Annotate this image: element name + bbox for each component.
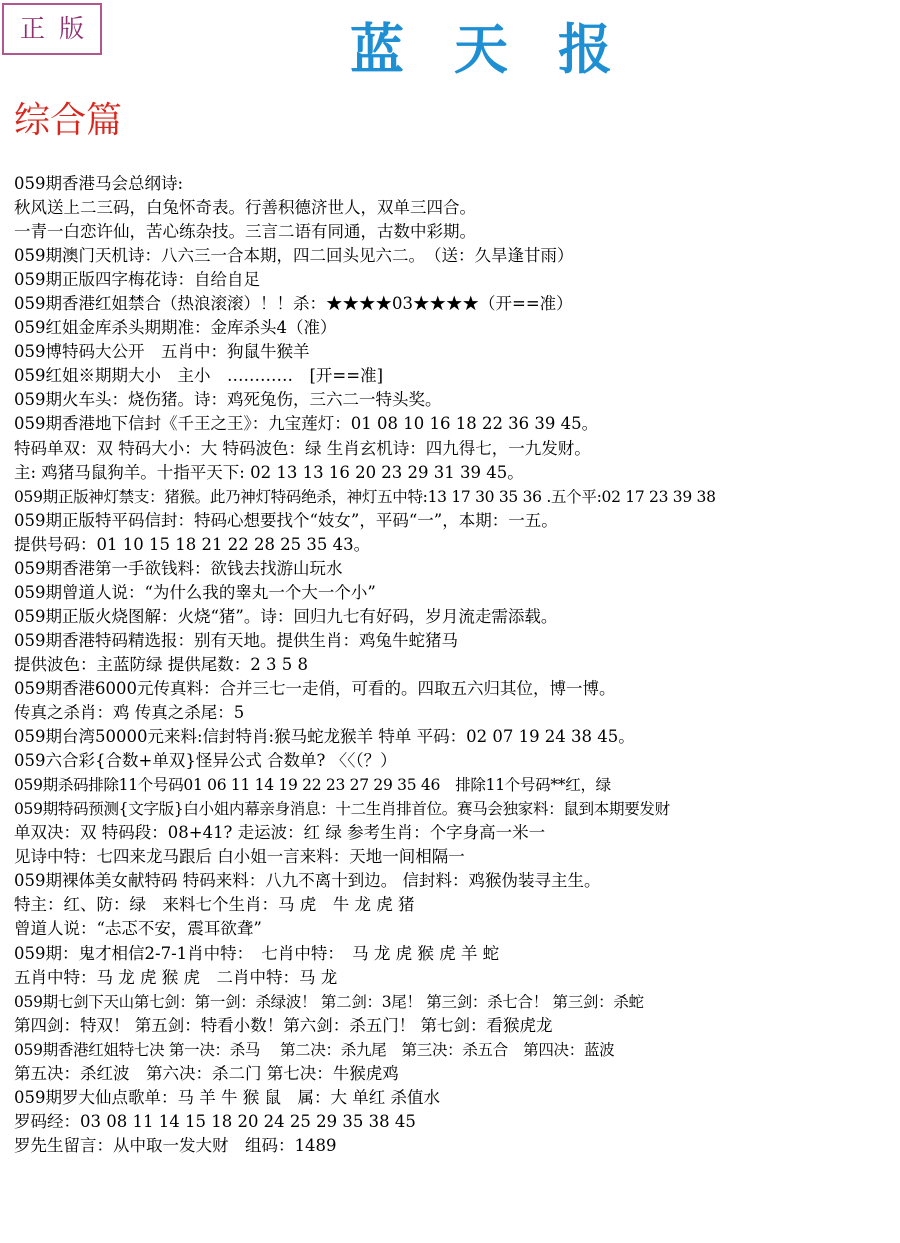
text-line: 曾道人说：“忐忑不安，震耳欲聋” [14, 919, 262, 939]
text-line: 传真之杀肖：鸡 传真之杀尾：5 [14, 703, 245, 723]
text-line: 059期正版神灯禁支：猪猴。此乃神灯特码绝杀，神灯五中特:13 17 30 35 36 .五个平:02 17 23 39 38 [14, 487, 716, 506]
text-line: 059红姐※期期大小 主小 ………… [开==准] [14, 366, 384, 386]
text-line: 059期裸体美女献特码 特码来料：八九不离十到边。 信封料：鸡猴伪装寻主生。 [14, 871, 601, 891]
text-line: 第四剑：特双！ 第五剑：特看小数！第六剑：杀五门！ 第七剑：看猴虎龙 [14, 1015, 553, 1035]
text-line: 059期特码预测{文字版}白小姐内幕亲身消息：十二生肖排首位。赛马会独家料：鼠到本期要发财 [14, 800, 670, 819]
text-line: 059期罗大仙点歌单：马 羊 牛 猴 鼠 属：大 单红 杀值水 [14, 1087, 440, 1107]
text-line: 第五决：杀红波 第六决：杀二门 第七决：牛猴虎鸡 [14, 1063, 399, 1083]
text-line: 见诗中特：七四来龙马跟后 白小姐一言来料：天地一间相隔一 [14, 847, 465, 867]
text-line: 059期香港地下信封《千王之王》：九宝莲灯：01 08 10 16 18 22 36 39 45。 [14, 414, 599, 434]
text-line: 059期香港第一手欲钱料：欲钱去找游山玩水 [14, 558, 343, 578]
text-line: 059期：鬼才相信2-7-1肖中特： 七肖中特： 马 龙 虎 猴 虎 羊 蛇 [14, 943, 500, 963]
text-line: 059期正版四字梅花诗：自给自足 [14, 270, 260, 290]
text-line: 059六合彩{合数+单双}怪异公式 合数单? 〈〈（？） [14, 751, 397, 771]
text-line: 单双决：双 特码段：08+41? 走运波：红 绿 参考生肖：个字身高一米一 [14, 823, 546, 843]
text-line: 罗先生留言：从中取一发大财 组码：1489 [14, 1135, 337, 1155]
text-line: 059期台湾50000元来料:信封特肖:猴马蛇龙猴羊 特单 平码：02 07 19 24 38 45。 [14, 727, 635, 747]
text-line: 059期杀码排除11个号码01 06 11 14 19 22 23 27 29 35 46 排除11个号码**红，绿 [14, 776, 611, 795]
text-line: 特码单双：双 特码大小：大 特码波色：绿 生肖玄机诗：四九得七，一九发财。 [14, 438, 591, 458]
text-line: 特主：红、防：绿 来料七个生肖：马 虎 牛 龙 虎 猪 [14, 895, 415, 915]
text-line: 提供号码：01 10 15 18 21 22 28 25 35 43。 [14, 534, 371, 554]
text-line: 059期正版特平码信封：特码心想要找个“妓女”，平码“一”，本期：一五。 [14, 510, 558, 530]
text-line: 059期香港红姐禁合（热浪滚滚）！！杀：★★★★03★★★★（开==准） [14, 294, 573, 314]
edition-badge: 正版 [2, 3, 102, 55]
text-line: 主: 鸡猪马鼠狗羊。十指平天下: 02 13 13 16 20 23 29 31 39 45。 [14, 462, 524, 482]
text-line: 059期香港特码精选报：别有天地。提供生肖：鸡兔牛蛇猪马 [14, 630, 458, 650]
text-line: 059期曾道人说：“为什么我的睾丸一个大一个小” [14, 582, 376, 602]
text-line: 罗码经：03 08 11 14 15 18 20 24 25 29 35 38 45 [14, 1111, 416, 1131]
section-heading: 综合篇 [14, 100, 123, 141]
text-line: 提供波色：主蓝防绿 提供尾数：2 3 5 8 [14, 654, 308, 674]
text-line: 059期香港6000元传真料：合并三七一走俏，可看的。四取五六归其位，博一博。 [14, 678, 616, 698]
text-line: 059期火车头：烧伤猪。诗：鸡死兔伤，三六二一特头奖。 [14, 390, 442, 410]
text-line: 059期香港红姐特七决 第一决：杀马 第二决：杀九尾 第三决：杀五合 第四决：蓝波 [14, 1040, 615, 1059]
text-line: 059红姐金库杀头期期准：金库杀头4（准） [14, 318, 337, 338]
text-line: 059期七剑下天山第七剑：第一剑：杀绿波！ 第二剑：3尾！ 第三剑：杀七合！ 第三剑：杀蛇 [14, 992, 644, 1011]
page-title: 蓝天报 [350, 17, 662, 81]
text-line: 059期香港马会总纲诗: [14, 174, 184, 193]
text-line: 059期澳门天机诗：八六三一合本期，四二回头见六二。 （送：久旱逢甘雨） [14, 246, 574, 266]
text-line: 059博特码大公开 五肖中：狗鼠牛猴羊 [14, 342, 310, 362]
text-line: 059期正版火烧图解：火烧“猪”。诗：回归九七有好码，岁月流走需添载。 [14, 606, 558, 626]
text-line: 一青一白恋许仙，苦心练杂技。三言二语有同通，古数中彩期。 [14, 222, 476, 242]
text-line: 五肖中特：马 龙 虎 猴 虎 二肖中特：马 龙 [14, 967, 338, 987]
text-line: 秋风送上二三码，白兔怀奇表。行善积德济世人，双单三四合。 [14, 198, 476, 218]
content-lines [14, 172, 898, 1158]
